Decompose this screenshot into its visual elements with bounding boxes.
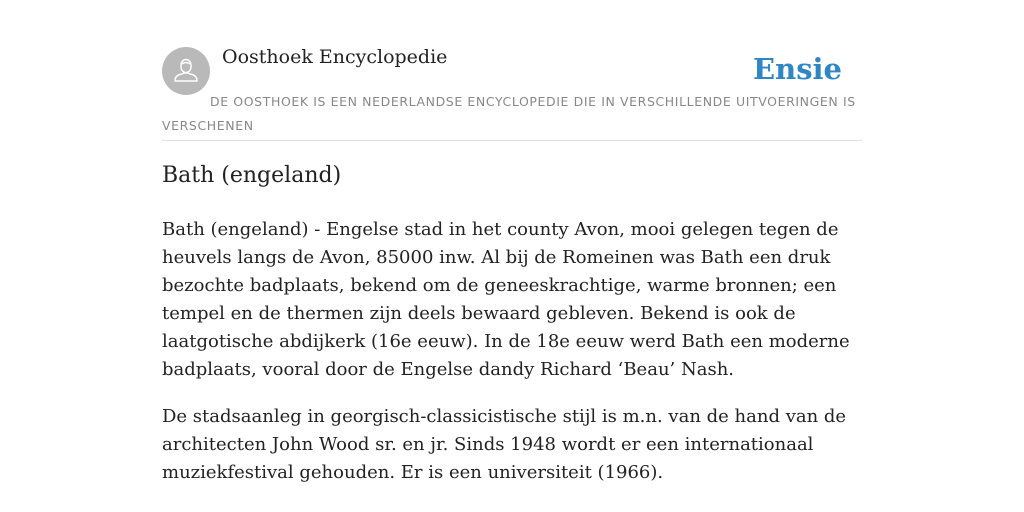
- entry-title: Bath (engeland): [162, 163, 342, 188]
- source-title[interactable]: Oosthoek Encyclopedie: [222, 46, 448, 68]
- source-header: [162, 0, 862, 141]
- user-silhouette-icon: [162, 47, 210, 95]
- page: [162, 0, 862, 483]
- entry-paragraph: Bath (engeland) - Engelse stad in het county Avon, mooi gelegen tegen de heuvels langs de Avon, 85000 inw. Al bij de Romeinen was Bath een druk bezochte badplaats, bekend om de geneeskrachtige, warme bronnen; een tempel en de thermen zijn deels bewaard gebleven. Bekend is ook de laatgotische abdijkerk (16e eeuw). In de 18e eeuw werd Bath een moderne badplaats, vooral door de Engelse dandy Richard ‘Beau’ Nash.: [162, 219, 850, 380]
- entry-paragraph: De stadsaanleg in georgisch-classicistische stijl is m.n. van de hand van de architecten John Wood sr. en jr. Sinds 1948 wordt er een internationaal muziekfestival gehouden. Er is een universiteit (1966).: [162, 406, 847, 483]
- source-avatar[interactable]: [162, 47, 210, 95]
- source-description: DE OOSTHOEK IS EEN NEDERLANDSE ENCYCLOPEDIE DIE IN VERSCHILLENDE UITVOERINGEN IS VERSCHENEN: [162, 94, 856, 133]
- entry-body: [162, 216, 862, 506]
- ensie-logo[interactable]: Ensie: [753, 52, 842, 86]
